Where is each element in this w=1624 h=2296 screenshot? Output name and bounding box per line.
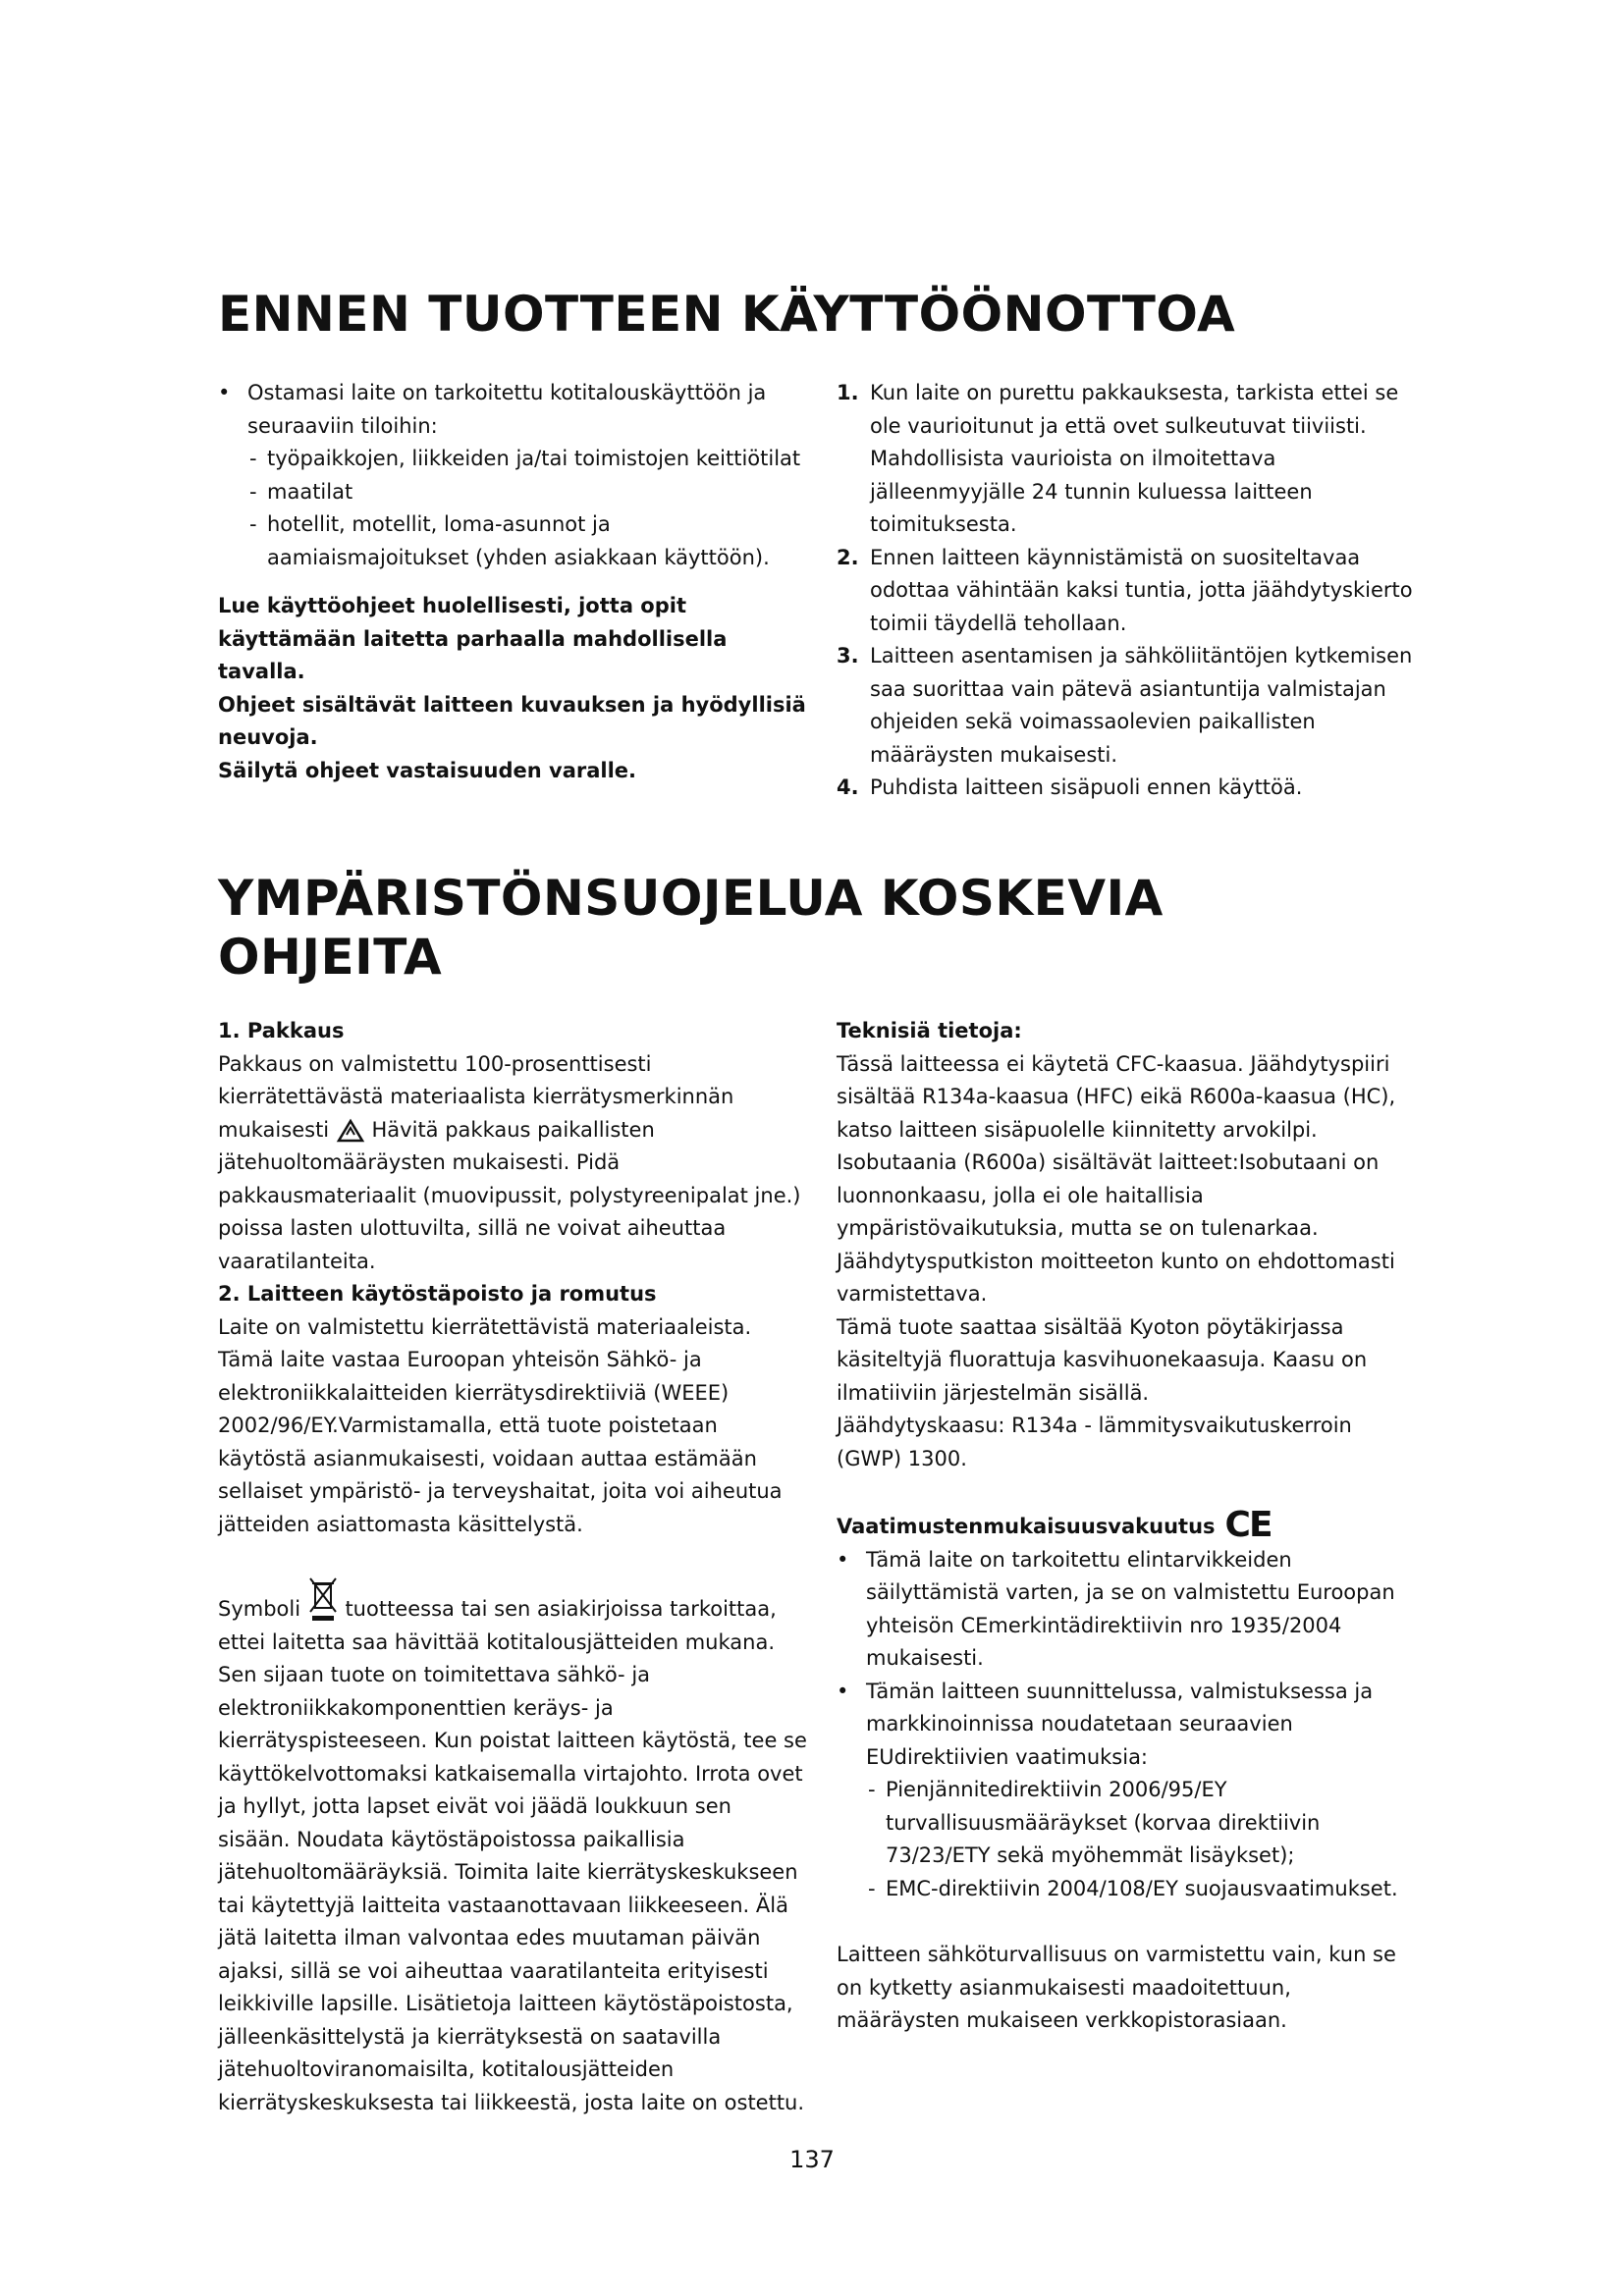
weee-bin-icon xyxy=(307,1575,339,1622)
technical-title: Teknisiä tietoja: xyxy=(837,1019,1022,1042)
technical-text: Isobutaania (R600a) sisältävät laitteet:Isobutaani on luonnonkaasu, jolla ei ole haitallisia ympäristövaikutuksia, mutta se on tulenarkaa. xyxy=(837,1150,1380,1240)
list-item: - Pienjännitedirektiivin 2006/95/EY turvallisuusmääräykset (korvaa direktiivin 73/23/ETY sekä myöhemmät lisäykset); xyxy=(868,1778,1321,1867)
step-item: 3. Laitteen asentamisen ja sähköliitäntöjen kytkemisen saa suorittaa vain pätevä asiantuntija valmistajan ohjeiden sekä voimassaolevien paikallisten määräysten mukaisesti. xyxy=(837,644,1413,767)
technical-text: Jäähdytysputkiston moitteeton kunto on ehdottomasti varmistettava. xyxy=(837,1249,1395,1306)
technical-text: Tämä tuote saattaa sisältää Kyoton pöytäkirjassa käsiteltyjä fluorattuja kasvihuonekaasuja. Kaasu on ilmatiiviin järjestelmän sisällä. xyxy=(837,1314,1368,1405)
list-item: - työpaikkojen, liikkeiden ja/tai toimistojen keittiötilat xyxy=(249,447,801,470)
electrical-safety-text: Laitteen sähköturvallisuus on varmistettu vain, kun se on kytketty asianmukaisesti maadoitettuun, määräysten mukaiseen verkkopistorasiaan. xyxy=(837,1943,1396,2032)
bullet-dot: • xyxy=(837,1547,849,1572)
technical-text: Jäähdytyskaasu: R134a - lämmitysvaikutuskerroin (GWP) 1300. xyxy=(837,1414,1352,1470)
bullet-dot: • xyxy=(218,381,231,404)
weee-text: Symboli tuotteessa tai sen asiakirjoissa tarkoittaa, ettei laitetta saa hävittää kotitalousjätteiden mukana. Sen sijaan tuote on toimitettava sähkö- ja elektroniikkakomponenttien keräys- ja kierrätyspisteeseen. Kun poistat laitteen käytöstä, tee se käyttökelvottomaksi katkaisemalla virtajohto. Irrota ovet ja hyllyt, jotta lapset eivät voi jäädä loukkuun sen sisään. Noudata käytöstäpoistossa paikallisia jätehuoltomääräyksiä. Toimita laite kierrätyskeskukseen tai käytettyjä laitteita vastaanottavaan liikkeeseen. Älä jätä laitetta ilman valvontaa edes muutaman päivän ajaksi, sillä se voi aiheuttaa vaaratilanteita erityisesti leikkiville lapsille. Lisätietoja laitteen käytöstäpoistosta, jälleenkäsittelystä ja kierrätyksestä on saatavilla jätehuoltoviranomaisilta, kotitalousjätteiden kierrätyskeskuksesta tai liikkeestä, josta laite on ostettu. xyxy=(218,1575,807,2119)
heading-before-use: ENNEN TUOTTEEN KÄYTTÖÖNOTTOA xyxy=(218,286,1236,343)
bullet-dot: • xyxy=(837,1679,849,1703)
read-instructions-note: Lue käyttöohjeet huolellisesti, jotta opit käyttämään laitetta parhaalla mahdollisella tavalla. xyxy=(218,594,728,683)
step-item: 4. Puhdista laitteen sisäpuoli ennen käyttöä. xyxy=(837,775,1303,799)
intro-bullet: • Ostamasi laite on tarkoitettu kotitalouskäyttöön ja seuraaviin tiloihin: xyxy=(218,377,807,443)
page-number: 137 xyxy=(789,2146,835,2173)
conformity-bullet: • Tämä laite on tarkoitettu elintarvikkeiden säilyttämistä varten, ja se on valmistettu Euroopan yhteisön CEmerkintädirektiivin nro 1935/2004 mukaisesti. xyxy=(837,1544,1418,1676)
instructions-content-note: Ohjeet sisältävät laitteen kuvauksen ja hyödyllisiä neuvoja. xyxy=(218,692,806,749)
intro-column xyxy=(218,377,807,787)
list-item: - hotellit, motellit, loma-asunnot ja aamiaismajoitukset (yhden asiakkaan käyttöön). xyxy=(249,512,770,569)
packaging-text: Pakkaus on valmistettu 100-prosenttisesti kierrätettävästä materiaalista kierrätysmerkinnän mukaisesti Hävitä pakkaus paikallisten jätehuoltomääräysten mukaisesti. Pidä pakkausmateriaalit (muovipussit, polystyreenipalat jne.) poissa lasten ulottuvilta, sillä ne voivat aiheuttaa vaaratilanteita. xyxy=(218,1051,801,1273)
conformity-title: Vaatimustenmukaisuusvakuutus CE xyxy=(837,1505,1272,1545)
usage-list xyxy=(218,443,807,574)
steps-column xyxy=(837,377,1416,805)
disposal-text: Laite on valmistettu kierrätettävistä materiaaleista. Tämä laite vastaa Euroopan yhteisön Sähkö- ja elektroniikkalaitteiden kierrätysdirektiiviä (WEEE) 2002/96/EY.Varmistamalla, että tuote poistetaan käytöstä asianmukaisesti, voidaan auttaa estämään sellaiset ympäristö- ja terveyshaitat, joita voi aiheutua jätteiden asiattomasta käsittelystä. xyxy=(218,1314,783,1536)
technical-text: Tässä laitteessa ei käytetä CFC-kaasua. Jäähdytyspiiri sisältää R134a-kaasua (HFC) eikä R600a-kaasua (HC), katso laitteen sisäpuolelle kiinnitetty arvokilpi. xyxy=(837,1051,1396,1142)
list-item: - maatilat xyxy=(249,479,353,504)
packaging-title: 1. Pakkaus xyxy=(218,1019,345,1042)
heading-environment: YMPÄRISTÖNSUOJELUA KOSKEVIA OHJEITA xyxy=(218,870,1164,986)
keep-instructions-note: Säilytä ohjeet vastaisuuden varalle. xyxy=(218,758,637,782)
ce-mark-icon: CE xyxy=(1224,1505,1272,1545)
recycling-icon xyxy=(336,1118,365,1144)
directive-list xyxy=(837,1774,1418,1905)
list-item: - EMC-direktiivin 2004/108/EY suojausvaatimukset. xyxy=(868,1876,1398,1900)
conformity-bullet: • Tämän laitteen suunnittelussa, valmistuksessa ja markkinoinnissa noudatetaan seuraavien EUdirektiivien vaatimuksia: xyxy=(837,1676,1418,1775)
disposal-column xyxy=(218,1015,807,2119)
technical-column xyxy=(837,1015,1418,2038)
step-item: 2. Ennen laitteen käynnistämistä on suositeltavaa odottaa vähintään kaksi tuntia, jotta jäähdytyskierto toimii täydellä tehollaan. xyxy=(837,545,1413,635)
disposal-title: 2. Laitteen käytöstäpoisto ja romutus xyxy=(218,1282,657,1306)
step-item: 1. Kun laite on purettu pakkauksesta, tarkista ettei se ole vaurioitunut ja että ovet sulkeutuvat tiiviisti. Mahdollisista vaurioista on ilmoitettava jälleenmyyjälle 24 tunnin kuluessa laitteen toimituksesta. xyxy=(837,381,1399,536)
